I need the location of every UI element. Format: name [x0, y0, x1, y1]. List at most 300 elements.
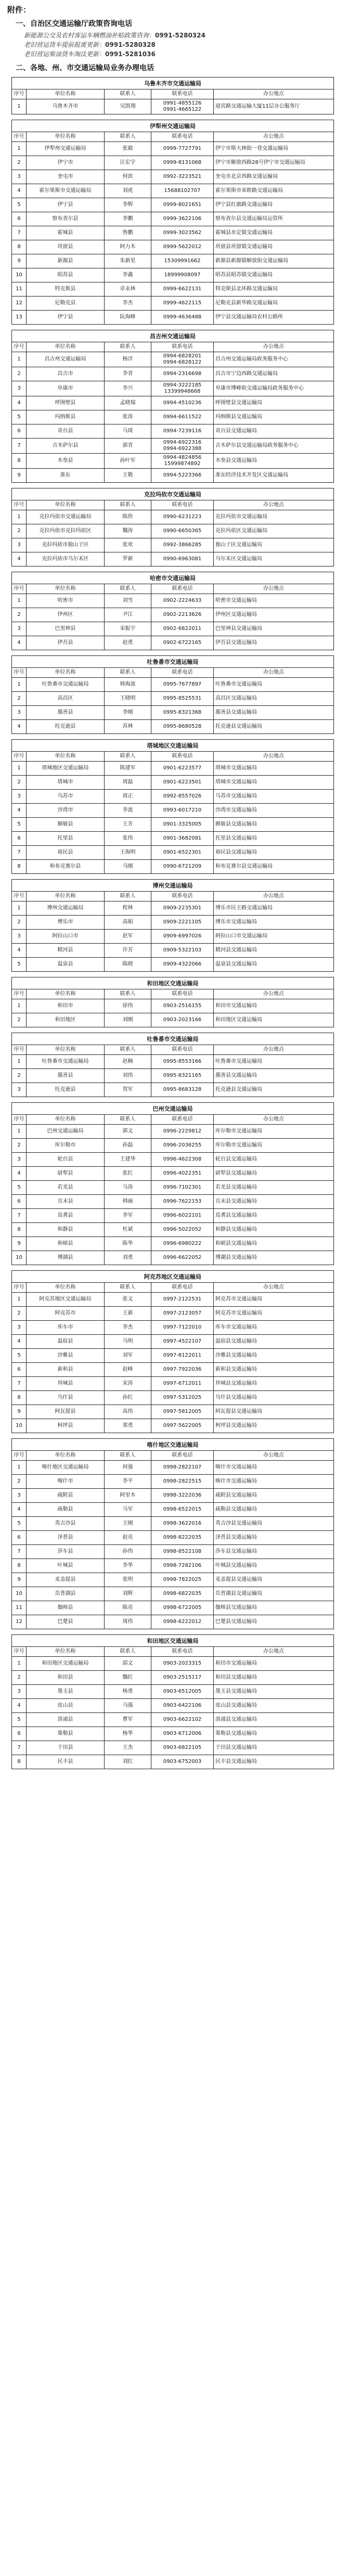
contact-person: 杨华	[105, 1727, 151, 1741]
contact-phone[interactable]: 0909-5322103	[151, 944, 214, 958]
contact-phone[interactable]: 0903-2023166	[151, 1013, 214, 1027]
hotline-number[interactable]: 0991-5281036	[105, 50, 156, 58]
office-address: 莎车县交通运输局	[214, 1545, 334, 1559]
contact-person: 高娟	[105, 916, 151, 930]
row-index: 10	[12, 1251, 27, 1265]
column-header: 单位名称	[27, 1045, 105, 1055]
contact-person: 王刚	[105, 1517, 151, 1531]
contact-phone[interactable]: 15688102707	[151, 184, 214, 198]
region-tables	[5, 77, 341, 1769]
contact-phone[interactable]: 0903-2515117	[151, 1671, 214, 1685]
table-row	[12, 860, 334, 874]
table-row	[12, 1713, 334, 1727]
office-address: 尉犁县交通运输局	[214, 1167, 334, 1181]
office-address: 察布查尔县交通运输局运管所	[214, 212, 334, 226]
unit-name: 温泉县	[27, 958, 105, 972]
contact-phone[interactable]: 0990-6963081	[151, 552, 214, 566]
table-row	[12, 1237, 334, 1251]
unit-name: 拜城县	[27, 1377, 105, 1391]
contact-phone[interactable]: 0990-6721209	[151, 860, 214, 874]
region-title: 克拉玛依市交通运输局	[11, 488, 334, 500]
contact-phone[interactable]: 0994-5223366	[151, 469, 214, 483]
unit-name: 托里县	[27, 832, 105, 846]
contact-phone[interactable]: 0999-3023562	[151, 226, 214, 240]
table-header-row	[12, 668, 334, 678]
contact-phone[interactable]: 0901-6223501	[151, 776, 214, 790]
column-header: 单位名称	[27, 1451, 105, 1461]
table-row	[12, 1209, 334, 1223]
row-index: 5	[12, 1349, 27, 1363]
contact-phone[interactable]: 0999-4622115	[151, 297, 214, 311]
unit-name: 吐鲁番市交通运输局	[27, 1055, 105, 1069]
row-index: 3	[12, 1083, 27, 1097]
contact-phone[interactable]: 0997-5812005	[151, 1405, 214, 1419]
row-index: 9	[12, 1573, 27, 1587]
contact-person: 刘辉	[105, 1587, 151, 1601]
contact-phone[interactable]: 0993-6017210	[151, 804, 214, 818]
row-index: 5	[12, 1713, 27, 1727]
unit-name: 岳普湖县	[27, 1587, 105, 1601]
contact-phone[interactable]: 0994-7239116	[151, 424, 214, 439]
office-address: 岳普湖县交通运输局	[214, 1587, 334, 1601]
row-index: 12	[12, 1615, 27, 1629]
unit-name: 吐鲁番市交通运输局	[27, 678, 105, 692]
office-address: 伊宁县交通运输局农村公路所	[214, 311, 334, 325]
row-index: 8	[12, 240, 27, 254]
table-header-row	[12, 584, 334, 594]
contact-person: 李军	[105, 1209, 151, 1223]
contact-phone[interactable]: 0998-8522108	[151, 1545, 214, 1559]
row-index: 3	[12, 170, 27, 184]
row-index: 4	[12, 804, 27, 818]
contact-phone[interactable]: 0996-2036255	[151, 1139, 214, 1153]
contact-phone[interactable]: 0996-4022351	[151, 1167, 214, 1181]
row-index: 8	[12, 1559, 27, 1573]
contact-phone[interactable]: 0997-2123057	[151, 1307, 214, 1321]
contact-phone[interactable]: 0994-3222185 13399948668	[151, 381, 214, 396]
column-header: 序号	[12, 989, 27, 999]
column-header: 联系电话	[151, 584, 214, 594]
office-address: 精河县交通运输局	[214, 944, 334, 958]
unit-name: 昌吉市	[27, 367, 105, 381]
contact-table	[11, 1282, 334, 1433]
contact-phone[interactable]: 0998-6222012	[151, 1615, 214, 1629]
contact-phone[interactable]: 0902-6722165	[151, 636, 214, 650]
table-row	[12, 1601, 334, 1615]
contact-phone[interactable]: 0997-2122531	[151, 1293, 214, 1307]
unit-name: 巴州交通运输局	[27, 1125, 105, 1139]
contact-phone[interactable]: 0994-4824856 15999874892	[151, 454, 214, 469]
contact-phone[interactable]: 0903-6752003	[151, 1755, 214, 1769]
table-row	[12, 410, 334, 424]
contact-phone[interactable]: 0992-3223521	[151, 170, 214, 184]
table-row	[12, 282, 334, 297]
contact-person: 杨勇	[105, 1685, 151, 1699]
contact-phone[interactable]: 0901-3325005	[151, 818, 214, 832]
contact-phone[interactable]: 0903-2516155	[151, 999, 214, 1013]
contact-phone[interactable]: 0997-7922036	[151, 1363, 214, 1377]
row-index: 6	[12, 212, 27, 226]
contact-phone[interactable]: 0902-2224633	[151, 594, 214, 608]
contact-person: 苏林	[105, 720, 151, 734]
office-address: 裕民县交通运输局	[214, 846, 334, 860]
contact-phone[interactable]: 0996-6980222	[151, 1237, 214, 1251]
contact-phone[interactable]: 0902-6822011	[151, 622, 214, 636]
table-row	[12, 170, 334, 184]
row-index: 10	[12, 1587, 27, 1601]
unit-name: 阜康市	[27, 381, 105, 396]
contact-phone[interactable]: 0901-6522301	[151, 846, 214, 860]
contact-phone[interactable]: 0909-6997026	[151, 930, 214, 944]
office-address: 伽师县交通运输局	[214, 1601, 334, 1615]
unit-name: 巴楚县	[27, 1615, 105, 1629]
row-index: 1	[12, 142, 27, 156]
row-index: 6	[12, 1727, 27, 1741]
table-row	[12, 1139, 334, 1153]
row-index: 2	[12, 1139, 27, 1153]
unit-name: 库尔勒市	[27, 1139, 105, 1153]
contact-person: 刘军	[105, 1349, 151, 1363]
unit-name: 玛纳斯县	[27, 410, 105, 424]
office-address: 托里县交通运输局	[214, 832, 334, 846]
contact-person: 张红	[105, 1167, 151, 1181]
column-header: 单位名称	[27, 500, 105, 510]
region-section	[11, 77, 334, 114]
hotline-number[interactable]: 0991-5280324	[155, 32, 205, 39]
contact-person: 张文	[105, 1293, 151, 1307]
hotline-list	[5, 31, 341, 58]
contact-phone[interactable]: 0992-3866285	[151, 538, 214, 552]
contact-phone[interactable]: 0998-3622016	[151, 1517, 214, 1531]
row-index: 2	[12, 156, 27, 170]
contact-phone[interactable]: 0901-3682081	[151, 832, 214, 846]
contact-phone[interactable]: 0998-2822515	[151, 1475, 214, 1489]
contact-person: 王芳	[105, 818, 151, 832]
office-address: 沙湾市交通运输局	[214, 804, 334, 818]
office-address: 高昌区交通运输局	[214, 692, 334, 706]
contact-phone[interactable]: 0996-6622052	[151, 1251, 214, 1265]
contact-phone[interactable]: 0999-3622106	[151, 212, 214, 226]
hotline-number[interactable]: 0991-5280328	[105, 41, 156, 48]
office-address: 和布克赛尔县交通运输局	[214, 860, 334, 874]
region-section	[11, 655, 334, 734]
column-header: 单位名称	[27, 89, 105, 99]
table-row	[12, 424, 334, 439]
unit-name: 塔城市	[27, 776, 105, 790]
unit-name: 精河县	[27, 944, 105, 958]
contact-person: 陈晓	[105, 958, 151, 972]
contact-phone[interactable]: 0909-4322066	[151, 958, 214, 972]
row-index: 13	[12, 311, 27, 325]
row-index: 1	[12, 1461, 27, 1475]
table-row	[12, 297, 334, 311]
unit-name: 莎车县	[27, 1545, 105, 1559]
row-index: 6	[12, 1363, 27, 1377]
contact-phone[interactable]: 0903-6822105	[151, 1741, 214, 1755]
office-address: 轮台县交通运输局	[214, 1153, 334, 1167]
table-row	[12, 608, 334, 622]
row-index: 1	[12, 762, 27, 776]
office-address: 伊吾县交通运输局	[214, 636, 334, 650]
office-address: 哈密市交通运输局	[214, 594, 334, 608]
office-address: 拜城县交通运输局	[214, 1377, 334, 1391]
contact-phone[interactable]: 0995-8680528	[151, 720, 214, 734]
unit-name: 库车市	[27, 1321, 105, 1335]
contact-phone[interactable]: 0903-6712006	[151, 1727, 214, 1741]
contact-phone[interactable]: 0902-2213626	[151, 608, 214, 622]
column-header: 办公地点	[214, 500, 334, 510]
row-index: 4	[12, 1335, 27, 1349]
contact-person: 张伟	[105, 832, 151, 846]
contact-phone[interactable]: 0903-6512005	[151, 1685, 214, 1699]
region-section	[11, 330, 334, 483]
unit-name: 阿拉山口市	[27, 930, 105, 944]
contact-person: 孟晓瑞	[105, 396, 151, 410]
office-address: 皮山县交通运输局	[214, 1699, 334, 1713]
region-section	[11, 120, 334, 325]
unit-name: 克拉玛依市乌尔禾区	[27, 552, 105, 566]
table-row	[12, 1405, 334, 1419]
hotline-item	[24, 31, 341, 40]
unit-name: 伊州区	[27, 608, 105, 622]
contact-phone[interactable]: 0999-8131068	[151, 156, 214, 170]
office-address: 阜康市博峰街交通运输局政务服务中心	[214, 381, 334, 396]
contact-phone[interactable]: 0997-8122011	[151, 1349, 214, 1363]
contact-phone[interactable]: 0994-6828201 0994-6828122	[151, 352, 214, 367]
table-row	[12, 1069, 334, 1083]
contact-person: 李鹏	[105, 212, 151, 226]
contact-phone[interactable]: 0903-2023315	[151, 1657, 214, 1671]
unit-name: 巩留县	[27, 240, 105, 254]
region-title: 塔城地区交通运输局	[11, 739, 334, 751]
contact-phone[interactable]: 0999-5622012	[151, 240, 214, 254]
office-address: 尼勒克县新华路交通运输局	[214, 297, 334, 311]
region-section	[11, 488, 334, 566]
office-address: 霍城县水定镇交通运输局	[214, 226, 334, 240]
region-title: 吐鲁番市交通运输局	[11, 655, 334, 667]
contact-phone[interactable]: 0909-2221105	[151, 916, 214, 930]
contact-phone[interactable]: 0996-5022052	[151, 1223, 214, 1237]
contact-phone[interactable]: 0998-7822025	[151, 1573, 214, 1587]
contact-phone[interactable]: 0997-6712011	[151, 1377, 214, 1391]
table-row	[12, 352, 334, 367]
contact-phone[interactable]: 0901-6223577	[151, 762, 214, 776]
contact-phone[interactable]: 0994-6611522	[151, 410, 214, 424]
contact-person: 韩丽	[105, 1195, 151, 1209]
row-index: 6	[12, 1195, 27, 1209]
contact-person: 阮海峰	[105, 311, 151, 325]
unit-name: 伊犁州交通运输局	[27, 142, 105, 156]
table-header-row	[12, 1283, 334, 1293]
office-address: 克拉玛依区交通运输局	[214, 524, 334, 538]
contact-person: 何滨	[105, 170, 151, 184]
row-index: 5	[12, 818, 27, 832]
contact-table	[11, 584, 334, 650]
contact-phone[interactable]: 0999-8021651	[151, 198, 214, 212]
contact-phone[interactable]: 0998-7282106	[151, 1559, 214, 1573]
office-address: 焉耆县交通运输局	[214, 1209, 334, 1223]
contact-phone[interactable]: 0999-7727791	[151, 142, 214, 156]
table-header-row	[12, 1451, 334, 1461]
unit-name: 麦盖提县	[27, 1573, 105, 1587]
table-row	[12, 1573, 334, 1587]
contact-phone[interactable]: 0997-5622005	[151, 1419, 214, 1433]
contact-phone[interactable]: 0990-6650365	[151, 524, 214, 538]
row-index: 10	[12, 1419, 27, 1433]
contact-phone[interactable]: 0996-7622153	[151, 1195, 214, 1209]
table-row	[12, 804, 334, 818]
row-index: 8	[12, 1223, 27, 1237]
table-row	[12, 254, 334, 268]
contact-phone[interactable]: 0995-7677897	[151, 678, 214, 692]
contact-phone[interactable]: 0903-6622102	[151, 1713, 214, 1727]
contact-person: 李刚	[105, 706, 151, 720]
row-index: 3	[12, 706, 27, 720]
column-header: 单位名称	[27, 668, 105, 678]
row-index: 8	[12, 1755, 27, 1769]
office-address: 麦盖提县交通运输局	[214, 1573, 334, 1587]
contact-phone[interactable]: 18999908097	[151, 268, 214, 282]
office-address: 沙雅县交通运输局	[214, 1349, 334, 1363]
contact-phone[interactable]: 0999-4636488	[151, 311, 214, 325]
contact-person: 李杰	[105, 1321, 151, 1335]
contact-phone[interactable]: 0995-8683128	[151, 1083, 214, 1097]
contact-phone[interactable]: 0991-4855126 0991-4665122	[151, 99, 214, 114]
contact-phone[interactable]: 0996-2229812	[151, 1125, 214, 1139]
office-address: 霍尔果斯市亚欧路交通运输局	[214, 184, 334, 198]
unit-name: 奇台县	[27, 424, 105, 439]
column-header: 办公地点	[214, 342, 334, 352]
table-row	[12, 678, 334, 692]
row-index: 2	[12, 1013, 27, 1027]
row-index: 3	[12, 1685, 27, 1699]
column-header: 序号	[12, 892, 27, 901]
table-row	[12, 469, 334, 483]
column-header: 联系电话	[151, 892, 214, 901]
table-row	[12, 776, 334, 790]
section1-title: 一、自治区交通运输厅政策咨询电话	[16, 20, 132, 28]
contact-phone[interactable]: 0998-8222035	[151, 1531, 214, 1545]
contact-phone[interactable]: 0998-6522015	[151, 1503, 214, 1517]
office-address: 博乐市交通运输局	[214, 916, 334, 930]
contact-phone[interactable]: 0994-2316698	[151, 367, 214, 381]
row-index: 9	[12, 469, 27, 483]
contact-phone[interactable]: 0996-7102301	[151, 1181, 214, 1195]
office-address: 昭苏县昭苏镇交通运输局	[214, 268, 334, 282]
contact-phone[interactable]: 0997-7122010	[151, 1321, 214, 1335]
column-header: 单位名称	[27, 1115, 105, 1125]
column-header: 序号	[12, 1115, 27, 1125]
unit-name: 伊宁县	[27, 198, 105, 212]
contact-phone[interactable]: 0996-4622308	[151, 1153, 214, 1167]
region-title: 昌吉州交通运输局	[11, 330, 334, 342]
row-index: 1	[12, 352, 27, 367]
contact-phone[interactable]: 0909-2235301	[151, 901, 214, 916]
contact-phone[interactable]: 0998-6822035	[151, 1587, 214, 1601]
contact-person: 马强	[105, 1699, 151, 1713]
contact-phone[interactable]: 0995-8321165	[151, 1069, 214, 1083]
unit-name: 裕民县	[27, 846, 105, 860]
contact-phone[interactable]: 15309991662	[151, 254, 214, 268]
contact-phone[interactable]: 0995-8525531	[151, 692, 214, 706]
contact-phone[interactable]: 0990-6231223	[151, 510, 214, 524]
contact-phone[interactable]: 0998-6722005	[151, 1601, 214, 1615]
office-address: 温泉县交通运输局	[214, 958, 334, 972]
contact-phone[interactable]: 0997-4522107	[151, 1335, 214, 1349]
contact-person: 魏红	[105, 1671, 151, 1685]
table-row	[12, 396, 334, 410]
office-address: 和静县交通运输局	[214, 1223, 334, 1237]
contact-person: 杜斌	[105, 1223, 151, 1237]
column-header: 联系人	[105, 132, 151, 142]
office-address: 英吉沙县交通运输局	[214, 1517, 334, 1531]
row-index: 5	[12, 958, 27, 972]
unit-name: 阿克苏市	[27, 1307, 105, 1321]
column-header: 联系电话	[151, 1115, 214, 1125]
region-section	[11, 977, 334, 1027]
contact-person: 阿里木	[105, 1489, 151, 1503]
table-row	[12, 1055, 334, 1069]
contact-phone[interactable]: 0994-4510236	[151, 396, 214, 410]
table-header-row	[12, 752, 334, 762]
table-row	[12, 999, 334, 1013]
contact-person: 赵楠	[105, 1055, 151, 1069]
office-address: 玛纳斯县交通运输局	[214, 410, 334, 424]
row-index: 5	[12, 1181, 27, 1195]
contact-phone[interactable]: 0999-6622131	[151, 282, 214, 297]
column-header: 联系人	[105, 89, 151, 99]
contact-phone[interactable]: 0994-6922316 0994-6922388	[151, 439, 214, 454]
table-row	[12, 1671, 334, 1685]
row-index: 2	[12, 1475, 27, 1489]
contact-phone[interactable]: 0998-3222036	[151, 1489, 214, 1503]
contact-phone[interactable]: 0996-6022101	[151, 1209, 214, 1223]
contact-phone[interactable]: 0995-8553166	[151, 1055, 214, 1069]
column-header: 联系电话	[151, 989, 214, 999]
unit-name: 吉木萨尔县	[27, 439, 105, 454]
contact-phone[interactable]: 0997-5312025	[151, 1391, 214, 1405]
office-address: 和田市交通运输局	[214, 1657, 334, 1671]
table-row	[12, 1517, 334, 1531]
unit-name: 伊宁市	[27, 156, 105, 170]
office-address: 昌吉州交通运输局政务服务中心	[214, 352, 334, 367]
office-address: 库尔勒市交通运输局	[214, 1125, 334, 1139]
row-index: 4	[12, 1167, 27, 1181]
table-header-row	[12, 500, 334, 510]
column-header: 联系人	[105, 668, 151, 678]
table-row	[12, 1615, 334, 1629]
column-header: 单位名称	[27, 1283, 105, 1293]
contact-phone[interactable]: 0998-2822107	[151, 1461, 214, 1475]
contact-person: 张涛	[105, 410, 151, 424]
contact-person: 刘虎	[105, 184, 151, 198]
contact-person: 阿力木	[105, 240, 151, 254]
row-index: 2	[12, 776, 27, 790]
contact-phone[interactable]: 0995-8321368	[151, 706, 214, 720]
contact-phone[interactable]: 0992-8557026	[151, 790, 214, 804]
table-row	[12, 1321, 334, 1335]
office-address: 民丰县交通运输局	[214, 1755, 334, 1769]
column-header: 序号	[12, 1283, 27, 1293]
contact-phone[interactable]: 0903-6422106	[151, 1699, 214, 1713]
table-row	[12, 1489, 334, 1503]
region-title: 喀什地区交通运输局	[11, 1438, 334, 1450]
office-address: 伊宁市斯大林街一巷交通运输局	[214, 142, 334, 156]
row-index: 7	[12, 1545, 27, 1559]
contact-table	[11, 342, 334, 483]
unit-name: 焉耆县	[27, 1209, 105, 1223]
unit-name: 叶城县	[27, 1559, 105, 1573]
